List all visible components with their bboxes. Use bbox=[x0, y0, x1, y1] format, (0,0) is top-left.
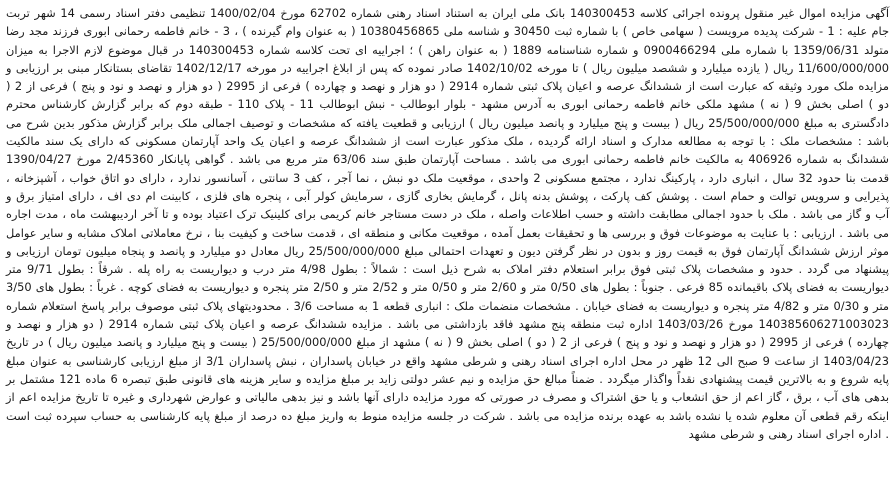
notice-body-paragraph: آگهی مزایده اموال غیر منقول پرونده اجرائی کلاسه 140300453 بانک ملی ایران به استناد اسناد رهنی شماره 62702 مورخ 1400/02/04 تنظیمی دفتر اسناد رسمی 14 شهر تربت جام علیه : 1 - شرکت پدیده مرویست ( سهامی خاص ) با شماره ثبت 30450 و شناسه ملی 10380456865 ( به عنوان وام گیرنده ) ، 3 - خانم فاطمه رحمانی ابوری فرزند مجد رضا متولد 1359/06/31 با شماره ملی 0900466294 و شماره شناسنامه 1889 ( به عنوان راهن ) ؛ اجراییه ای تحت کلاسه شماره 140300453 در قبال موضوع لازم الاجرا به میزان 11/600/000/000 ریال ( یازده میلیارد و ششصد میلیون ریال ) تا مورخه 1402/10/02 صادر نموده که پس از ابلاغ اجراییه در مورخه 1402/12/17 تقاضای بستانکار مبنی بر ارزیابی و مزایده ملک مورد وثیقه که عبارت است از ششدانگ عرصه و اعیان پلاک ثبتی شماره 2914 ( دو هزار و نهصد و چهارده ) فرعی از 2995 ( دو هزار و نهصد و نود و پنج ) فرعی از 2 ( دو ) اصلی بخش 9 ( نه ) مشهد ملکی خانم فاطمه رحمانی ابوری به آدرس مشهد - بلوار ابوطالب - نبش ابوطالب 11 - پلاک 110 - طبقه دوم که برابر گزارش کارشناس محترم دادگستری به مبلغ 25/500/000/000 ریال ( بیست و پنج میلیارد و پانصد میلیون ریال ) ارزیابی و قطعیت یافته که مشخصات و توصیف اجمالی ملک برابر گزارش مذکور بدین شرح می باشد : مشخصات ملک : با توجه به مطالعه مدارک و اسناد ارائه گردیده ، ملک مذکور عبارت است از ششدانگ عرصه و اعیان یک واحد آپارتمان مسکونی که دارای یک سند مالکیت ششدانگ به شماره 406926 به مالکیت خانم فاطمه رحمانی ابوری می باشد . مساحت آپارتمان طبق سند 63/06 متر مربع می باشد . گواهی پایانکار 2/45360 مورخ 1390/04/27 قدمت بنا حدود 32 سال ، انباری دارد ، پارکینگ ندارد ، مجتمع مسکونی 2 واحدی ، موقعیت ملک دو نبش ، نما آجر ، کف 3 سانتی ، آسانسور ندارد ، دارای دو اتاق خواب ، آشپزخانه ، پذیرایی و سرویس توالت و حمام است . پوشش کف پارکت ، پوشش بدنه پانل ، گرمایش بخاری گازی ، سرمایش کولر آبی ، پنجره های فلزی ، کابینت ام دی اف ، دارای امتیاز برق و آب و گاز می باشد . ملک با حدود اجمالی مطابقت داشته و حسب اطلاعات واصله ، ملک در دست مستاجر خانم کریمی برای کلینیک ترک اعتیاد بوده و تا آخر اردیبهشت ماه ، مدت اجاره می باشد . ارزیابی : با عنایت به موضوعات فوق و بررسی ها و تحقیقات بعمل آمده ، موقعیت مکانی و منطقه ای ، قدمت ساخت و کیفیت بنا ، نرخ معاملاتی املاک مشابه و سایر عوامل موثر ارزش ششدانگ آپارتمان فوق به قیمت روز و بدون در نظر گرفتن دیون و تعهدات احتمالی مبلغ 25/500/000/000 ریال معادل دو میلیارد و پانصد و پنجاه میلیون تومان ارزیابی و پیشنهاد می گردد . حدود و مشخصات پلاک ثبتی فوق برابر استعلام دفتر املاک به شرح ذیل است : شمالاً : بطول 4/98 متر درب و دیواریست به راه پله . شرقاً : بطول 9/71 متر دیواریست به فضای پلاک باقیمانده 85 فرعی . جنوباً : بطول های 0/50 متر و 2/60 متر و 0/50 متر و 2/52 متر و 2/50 متر پنجره و دیواریست به فضای کوچه . غرباً : بطول های 3/50 متر و 0/30 متر و 4/82 متر پنجره و دیواریست به فضای خیابان . مشخصات منضمات ملک : انباری قطعه 1 به مساحت 3/6 . محدودیتهای پلاک ثبتی موصوف برابر پاسخ استعلام شماره 140385606271003023 مورخ 1403/03/26 اداره ثبت منطقه پنج مشهد فاقد بازداشتی می باشد . مزایده ششدانگ عرصه و اعیان پلاک ثبتی شماره 2914 ( دو هزار و نهصد و چهارده ) فرعی از 2995 ( دو هزار و نهصد و نود و پنج ) فرعی از 2 ( دو ) اصلی بخش 9 ( نه ) مشهد از مبلغ 25/500/000/000 ( بیست و پنج میلیارد و پانصد میلیون ریال ) در تاریخ 1403/04/23 از ساعت 9 صبح الی 12 ظهر در محل اداره اجرای اسناد رهنی و شرطی مشهد واقع در خیابان پاسداران ، نبش پاسداران 3/1 از مبلغ ارزیابی کارشناسی به عنوان مبلغ پایه شروع و به بالاترین قیمت پیشنهادی نقداً واگذار میگردد . ضمناً مبالغ حق مزایده و نیم عشر دولتی زاید بر مبلغ مزایده و سایر هزینه های قانونی طبق تبصره 6 ماده 121 مشتمل بر بدهی های آب ، برق ، گاز اعم از حق انشعاب و یا حق اشتراک و مصرف در صورتی که مورد مزایده دارای آنها باشد و نیز بدهی مالیاتی و عوارض شهرداری و غیره تا تاریخ مزایده اعم از اینکه رقم قطعی آن معلوم شده یا نشده باشد به عهده برنده مزایده می باشد . شرکت در جلسه مزایده منوط به واریز مبلغ ده درصد از مبلغ پایه کارشناسی به حساب سپرده ثبت است . اداره اجرای اسناد رهنی و شرطی مشهد bbox=[6, 6, 890, 441]
